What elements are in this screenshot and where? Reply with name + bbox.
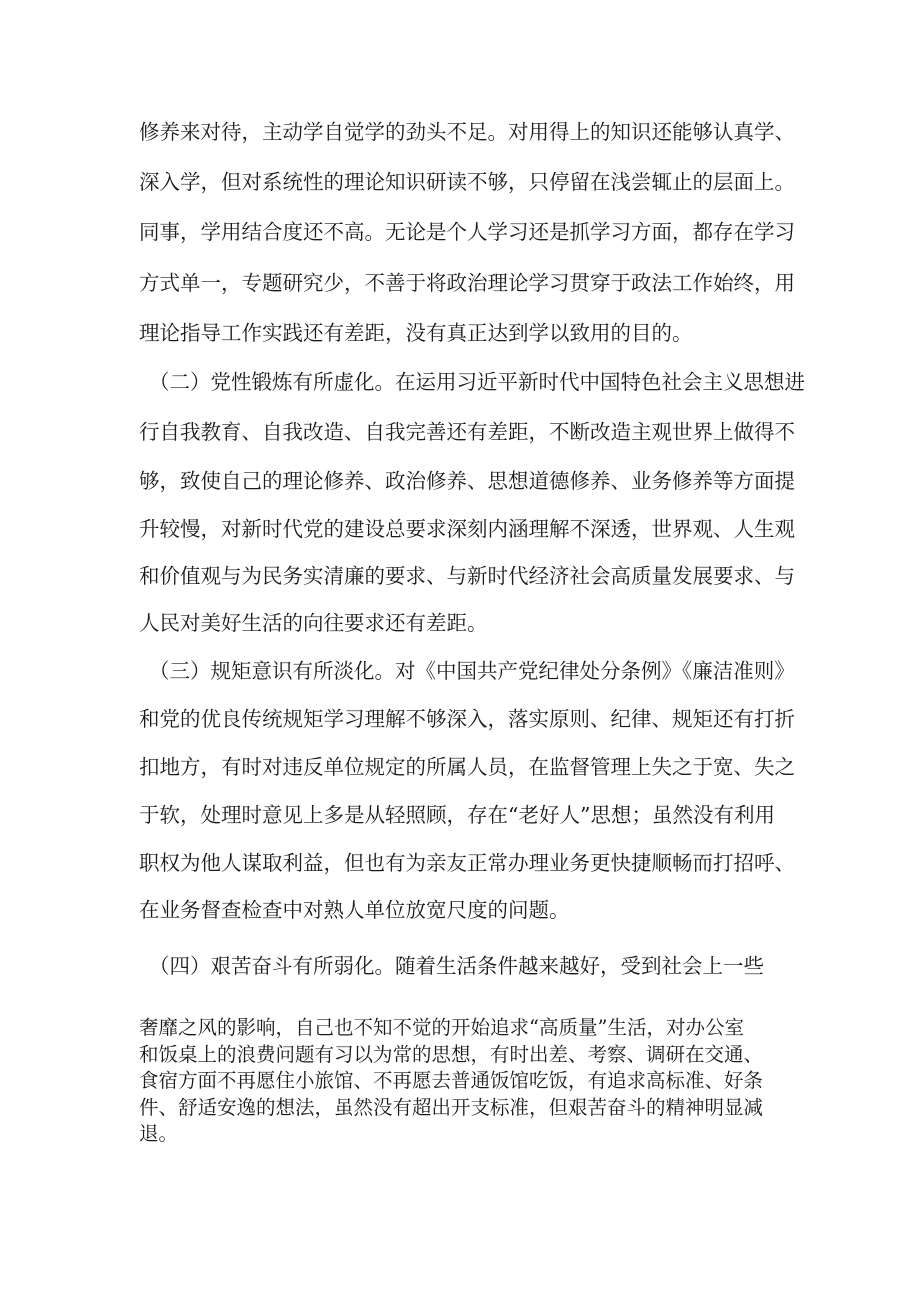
text-line: 扣地方，有时对违反单位规定的所属人员，在监督管理上失之于宽、失之: [139, 755, 795, 779]
text-line: 人民对美好生活的向往要求还有差距。: [139, 611, 488, 635]
text-line: 修养来对待，主动学自觉学的劲头不足。对用得上的知识还能够认真学、: [139, 120, 795, 144]
text-line: 职权为他人谋取利益，但也有为亲友正常办理业务更快捷顺畅而打招呼、: [139, 851, 795, 875]
text-line: 和饭桌上的浪费问题有习以为常的思想，有时出差、考察、调研在交通、: [139, 1043, 764, 1066]
text-line: 同事，学用结合度还不高。无论是个人学习还是抓学习方面，都存在学习: [139, 220, 795, 244]
text-line: 于软，处理时意见上多是从轻照顾，存在“老好人”思想；虽然没有利用: [139, 803, 775, 827]
text-line: 升较慢，对新时代党的建设总要求深刻内涵理解不深透，世界观、人生观: [139, 517, 795, 541]
text-line: 在业务督查检查中对熟人单位放宽尺度的问题。: [139, 898, 570, 922]
text-line: 深入学，但对系统性的理论知识研读不够，只停留在浅尝辄止的层面上。: [139, 170, 795, 194]
text-line: 和价值观与为民务实清廉的要求、与新时代经济社会高质量发展要求、与: [139, 564, 795, 588]
text-line: 和党的优良传统规矩学习理解不够深入，落实原则、纪律、规矩还有打折: [139, 707, 795, 731]
section-heading-line: （三）规矩意识有所淡化。对《中国共产党纪律处分条例》《廉洁准则》: [149, 659, 795, 683]
text-line: 退。: [139, 1122, 179, 1145]
text-line: 奢靡之风的影响，自己也不知不觉的开始追求“高质量”生活，对办公室: [139, 1016, 744, 1039]
text-line: 够，致使自己的理论修养、政治修养、思想道德修养、业务修养等方面提: [139, 469, 795, 493]
text-line: 食宿方面不再愿住小旅馆、不再愿去普通饭馆吃饭，有追求高标准、好条: [139, 1069, 764, 1092]
section-heading-line: （二）党性锻炼有所虚化。在运用习近平新时代中国特色社会主义思想进: [149, 370, 805, 394]
text-line: 行自我教育、自我改造、自我完善还有差距，不断改造主观世界上做得不: [139, 420, 795, 444]
text-line: 件、舒适安逸的想法，虽然没有超出开支标准，但艰苦奋斗的精神明显减: [139, 1096, 764, 1119]
section-heading-line: （四）艰苦奋斗有所弱化。随着生活条件越来越好，受到社会上一些: [149, 954, 764, 978]
text-line: 理论指导工作实践还有差距，没有真正达到学以致用的目的。: [139, 321, 693, 345]
text-line: 方式单一，专题研究少，不善于将政治理论学习贯穿于政法工作始终，用: [139, 271, 795, 295]
